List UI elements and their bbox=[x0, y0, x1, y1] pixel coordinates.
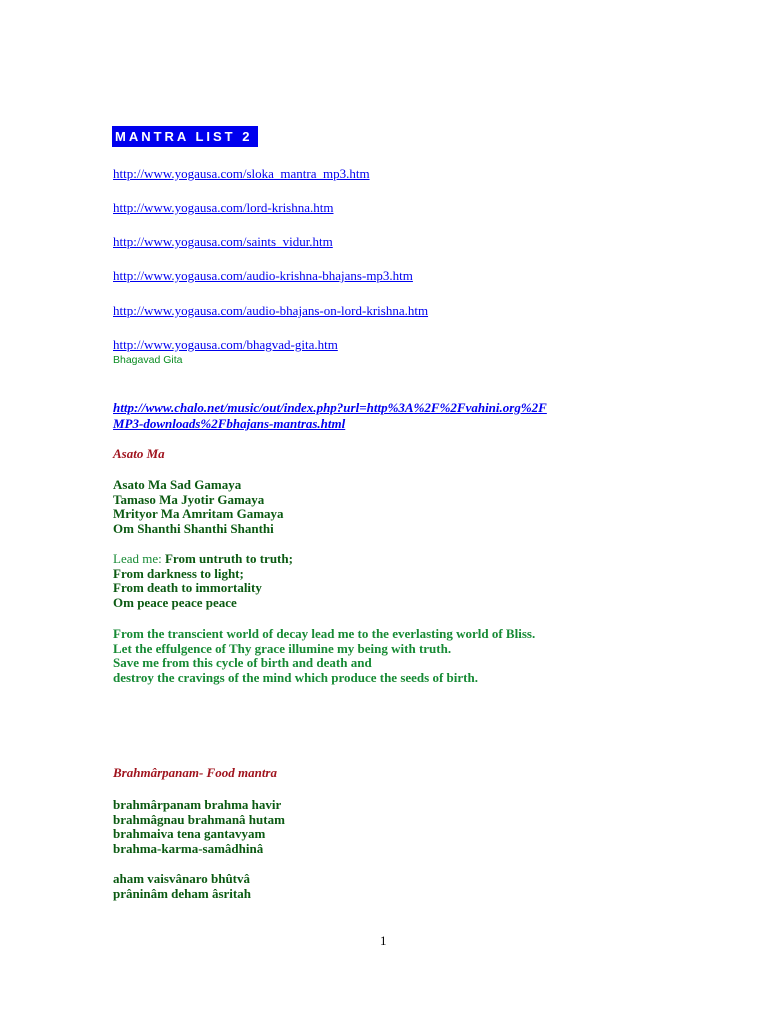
verse-line: Tamaso Ma Jyotir Gamaya bbox=[113, 491, 265, 507]
verse-line: brahmâgnau brahmanâ hutam bbox=[113, 811, 285, 827]
verse-line: Mrityor Ma Amritam Gamaya bbox=[113, 506, 284, 521]
translation-line: From darkness to light; bbox=[113, 565, 244, 581]
link-sloka-mantra[interactable]: http://www.yogausa.com/sloka_mantra_mp3.htm bbox=[113, 166, 370, 181]
brahmarpanam-verse-1 bbox=[113, 798, 285, 856]
link-chalo-line1: http://www.chalo.net/music/out/index.php?url=http%3A%2F%2Fvahini.org%2F bbox=[113, 400, 547, 415]
explanation-line: Save me from this cycle of birth and death and bbox=[113, 655, 372, 670]
page-number: 1 bbox=[380, 933, 387, 948]
verse-line: aham vaisvânaro bhûtvâ bbox=[113, 871, 251, 886]
explanation-line: From the transcient world of decay lead me to the everlasting world of Bliss. bbox=[113, 626, 536, 641]
link-saints-vidur[interactable]: http://www.yogausa.com/saints_vidur.htm bbox=[113, 234, 333, 249]
link-lord-krishna[interactable]: http://www.yogausa.com/lord-krishna.htm bbox=[113, 200, 334, 215]
link-bhajans-lord-krishna[interactable]: http://www.yogausa.com/audio-bhajans-on-lord-krishna.htm bbox=[113, 303, 429, 318]
asato-ma-verse bbox=[113, 478, 284, 536]
translation-line bbox=[113, 552, 293, 567]
link-chalo-line2: MP3-downloads%2Fbhajans-mantras.html bbox=[113, 416, 346, 431]
link-chalo-bhajans[interactable] bbox=[113, 400, 673, 432]
verse-line: brahmaiva tena gantavyam bbox=[113, 826, 266, 841]
explanation-line: destroy the cravings of the mind which produce the seeds of birth. bbox=[113, 669, 478, 685]
verse-line: prâninâm deham âsritah bbox=[113, 885, 251, 901]
asato-ma-translation bbox=[113, 552, 293, 610]
bhagavad-gita-caption: Bhagavad Gita bbox=[113, 354, 183, 366]
page-title: MANTRA LIST 2 bbox=[112, 126, 258, 147]
explanation-line: Let the effulgence of Thy grace illumine my being with truth. bbox=[113, 640, 452, 656]
link-krishna-bhajans-mp3[interactable]: http://www.yogausa.com/audio-krishna-bhajans-mp3.htm bbox=[113, 268, 413, 283]
asato-ma-heading: Asato Ma bbox=[113, 446, 165, 461]
verse-line: Asato Ma Sad Gamaya bbox=[113, 477, 242, 492]
translation-line: From death to immortality bbox=[113, 580, 262, 595]
link-bhagvad-gita[interactable]: http://www.yogausa.com/bhagvad-gita.htm bbox=[113, 337, 338, 352]
verse-line: Om Shanthi Shanthi Shanthi bbox=[113, 520, 274, 536]
translation-line: Om peace peace peace bbox=[113, 594, 237, 610]
asato-ma-explanation bbox=[113, 627, 535, 685]
translation-lead: Lead me: bbox=[113, 551, 162, 566]
translation-first: From untruth to truth; bbox=[161, 551, 293, 566]
brahmarpanam-verse-2 bbox=[113, 872, 251, 901]
verse-line: brahma-karma-samâdhinâ bbox=[113, 840, 264, 856]
verse-line: brahmârpanam brahma havir bbox=[113, 797, 282, 812]
brahmarpanam-heading: Brahmârpanam- Food mantra bbox=[113, 765, 277, 780]
